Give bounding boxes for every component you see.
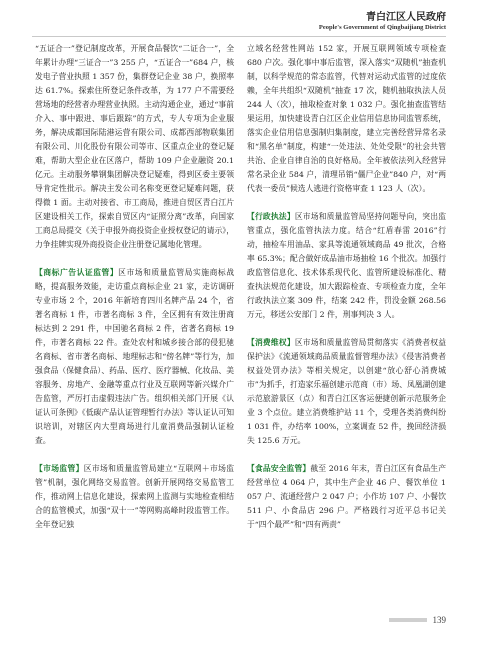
right-column <box>247 42 446 532</box>
section-trademark <box>35 266 234 448</box>
left-paragraph-registration: “五证合一”登记制度改革，开展食品餐饮“二证合一”，全年累计办理“三证合一”3 255 户，“五证合一”684 户，核发电子营业执照 1 357 份，集群登记企业 38 户，换照率达 61.7%。探索住所登记条件改革，为 177 户不需要经营场地的经营者办理营业执照。主动沟通企业，通过“事前介入、事中跟进、事后跟踪”的方式，专人专项为企业服务，解决成都国际陆港运营有限公司、成都西部物联集团有限公司、川化股份有限公司等市、区重点企业的登记疑难，帮助大型企业在区落户，帮助 109 户企业融资 20.1 亿元。主动服务攀钢集团解决登记疑难，得到区委主要领导肯定性批示。解决主发公司名称变更登记疑难问题，获得微 1 面。主动对接省、市工商局，推进自贸区青白江片区建设相关工作，探索自贸区内“证照分离”改革，向国家工商总局提交《关于申报外商投资企业授权登记的请示》，力争挂牌实现外商投资企业注册登记属地化管理。 <box>35 44 234 249</box>
section-food-safety <box>247 462 446 532</box>
section-tag-trademark: 【商标广告认证监管】 <box>35 268 119 277</box>
right-paragraph-continued: 立域名经营性网站 152 家，开展互联网领域专项检查 680 户次。强化事中事后监管，深入落实“双随机”抽查机制，以科学规范的常态监管，代替对运动式监管的过度依赖，全年共组织“双随机”抽查 17 次，随机抽取执法人员 244 人（次），抽取检查对象 1 032 户。强化抽查监管结果运用，加快建设青白江区企业信用信息协同监管系统，落实企业信用信息强制归集制度，建立完善经营异常名录和“黑名单”制度，构建“一处违法、处处受限”的社会共管共治、企业自律自治的良好格局。全年被依法列入经营异常名录企业 584 户，清理吊销“僵尸企业”840 户，对“两代表一委员”候选人逃进行资格审查 1 123 人（次）。 <box>247 44 446 193</box>
section-text-enforcement: 区市场和质量监管局坚持问题导向，突出监管重点，强化监管执法力度。结合“红盾春雷 2016”行动，抽检车用油品、家具等流通领域商品 49 批次，合格率 65.3%；配合做好成品油市场抽检 16 个批次。加强行政监管信息化、技术体系现代化、监管所建设标准化、精查执法规范化建设，加大跟踪检查、专项检查力度，全年行政执法立案 309 件，结案 242 件，罚没金额 268.56 万元，移送公安部门 2 件，刑事判决 3 人。 <box>247 212 447 319</box>
header-title-en: People's Government of Qingbaijiang District <box>318 24 446 31</box>
page-footer <box>389 615 447 625</box>
section-text-trademark: 区市场和质量监管局实施商标战略，提高服务效能，走访重点商标企业 21 家，走访调研专业市场 2 个，2016 年新培育四川名牌产品 24 个，省著名商标 1 件，市著名商标 3 件，全区拥有有效注册商标达到 2 291 件，中国驰名商标 2 件，省著名商标 19 件，市著名商标 22 件。查处农村和城乡接合部的侵犯驰名商标、省市著名商标、地理标志和“傍名牌”等行为，加强食品（保健食品）、药品、医疗、医疗器械、化妆品、美容服务、房地产、金融等重点行业及互联网等新兴媒介广告监管，严厉打击虚假违法广告。组织相关部门开展《认证认可条例》《低碳产品认证管理暂行办法》等认证认可知识培训，对辖区内大型商场进行儿童消费品强制认证检查。 <box>35 268 235 445</box>
section-tag-consumer-rights: 【消费维权】 <box>247 338 295 347</box>
footer-bar <box>389 618 427 622</box>
header-title-cn: 青白江区人民政府 <box>366 12 446 23</box>
left-column <box>35 42 234 532</box>
section-enforcement <box>247 210 446 322</box>
section-text-market: 区市场和质量监管局建立“互联网＋市场监管”机制，强化网络交易监管。创新开展网络交易监管工作，推动网上信息化建设，探索网上监测与实地检查相结合的监管模式，加强“双十一”等网购高峰时段监管工作。全年登记独 <box>35 464 235 529</box>
section-tag-food-safety: 【食品安全监管】 <box>247 464 311 473</box>
section-consumer-rights <box>247 336 446 448</box>
section-tag-market: 【市场监管】 <box>35 464 84 473</box>
section-tag-enforcement: 【行政执法】 <box>247 212 295 221</box>
section-market <box>35 462 234 532</box>
page-header <box>319 8 446 31</box>
section-text-consumer-rights: 区市场和质量监管局贯彻落实《消费者权益保护法》《流通领域商品质量监督管理办法》《侵害消费者权益处罚办法》等相关规定，以创建“放心舒心消费城市”为抓手，打造家乐福创建示范商（市）场、凤凰湖创建示范旅游景区（点）和青白江区客运便捷创新示范服务企业 3 个点位。建立消费维护站 11 个，受理各类消费纠纷 1 031 件，办结率 100%，立案调查 52 件，挽回经济损失 125.6 万元。 <box>247 338 447 445</box>
header-divider <box>32 36 446 37</box>
section-text-food-safety: 截至 2016 年末，青白江区有食品生产经营单位 4 064 户，其中生产企业 46 户、餐饮单位 1 057 户、流通经营户 2 047 户；小作坊 107 户、小餐饮 511 户、小食品店 296 户。严格践行习近平总书记关于“四个最严”和“四有两责” <box>247 464 446 529</box>
page-number: 139 <box>432 615 446 625</box>
